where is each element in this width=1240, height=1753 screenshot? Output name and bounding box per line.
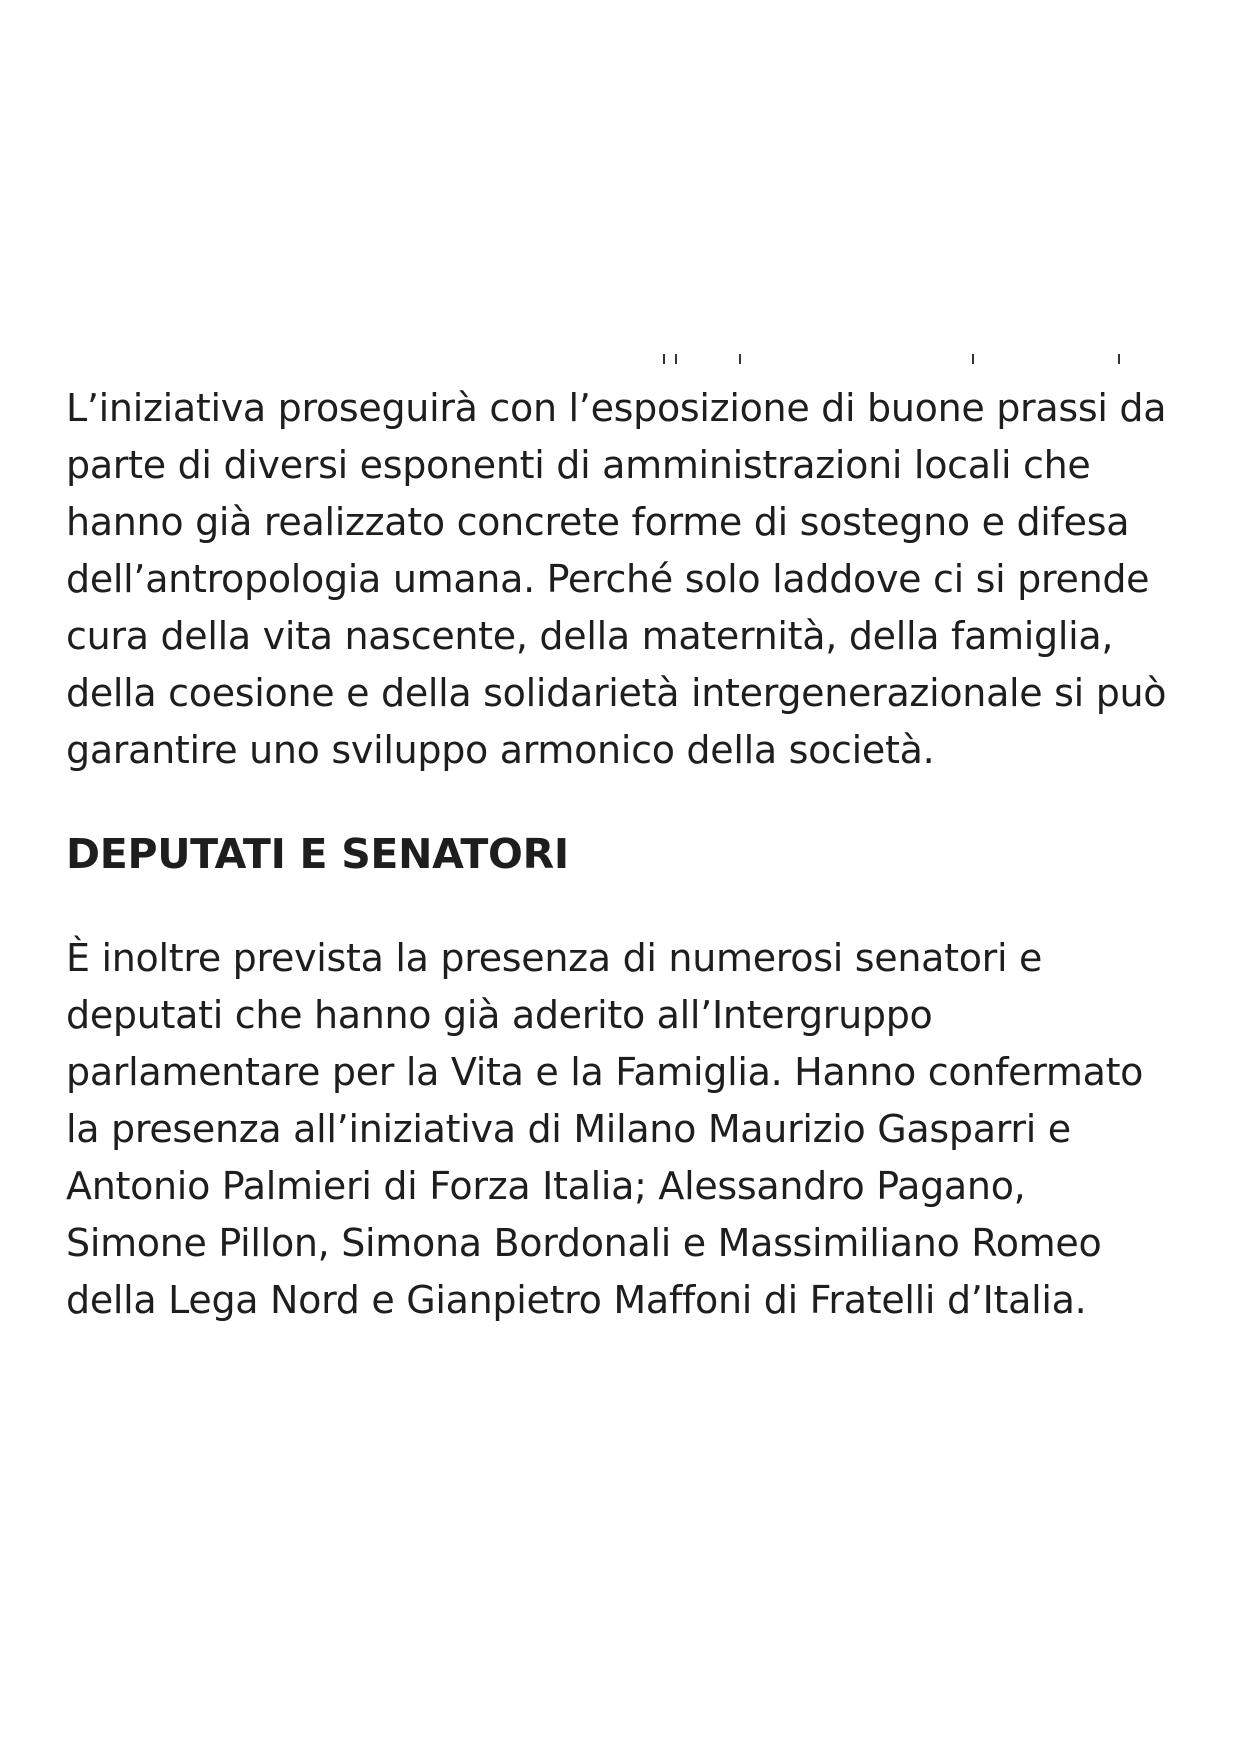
text-line: Simone Pillon, Simona Bordonali e Massimiliano Romeo <box>66 1221 1102 1265</box>
text-line: Antonio Palmieri di Forza Italia; Alessandro Pagano, <box>66 1164 1026 1208</box>
paragraph-iniziativa <box>66 380 1196 779</box>
text-line: garantire uno sviluppo armonico della società. <box>66 728 935 772</box>
descender-mark <box>1118 354 1120 364</box>
text-line: cura della vita nascente, della maternità, della famiglia, <box>66 614 1114 658</box>
text-line: deputati che hanno già aderito all’Intergruppo <box>66 993 933 1037</box>
descender-mark <box>675 354 677 364</box>
text-line: dell’antropologia umana. Perché solo laddove ci si prende <box>66 557 1150 601</box>
text-line: L’iniziativa proseguirà con l’esposizione di buone prassi da <box>66 386 1167 430</box>
text-line: parte di diversi esponenti di amministrazioni locali che <box>66 443 1091 487</box>
section-heading: DEPUTATI E SENATORI <box>66 830 569 878</box>
article-body <box>66 380 1196 1329</box>
text-line: della coesione e della solidarietà intergenerazionale si può <box>66 671 1167 715</box>
text-line: È inoltre prevista la presenza di numerosi senatori e <box>66 936 1043 980</box>
descender-mark <box>739 354 741 364</box>
text-line: hanno già realizzato concrete forme di sostegno e difesa <box>66 500 1130 544</box>
paragraph-deputati-senatori <box>66 930 1196 1329</box>
text-line: la presenza all’iniziativa di Milano Maurizio Gasparri e <box>66 1107 1071 1151</box>
clipped-previous-line <box>66 340 1196 364</box>
text-line: parlamentare per la Vita e la Famiglia. Hanno confermato <box>66 1050 1144 1094</box>
descender-mark <box>972 354 974 364</box>
text-line: della Lega Nord e Gianpietro Maffoni di Fratelli d’Italia. <box>66 1278 1087 1322</box>
descender-mark <box>663 354 665 364</box>
